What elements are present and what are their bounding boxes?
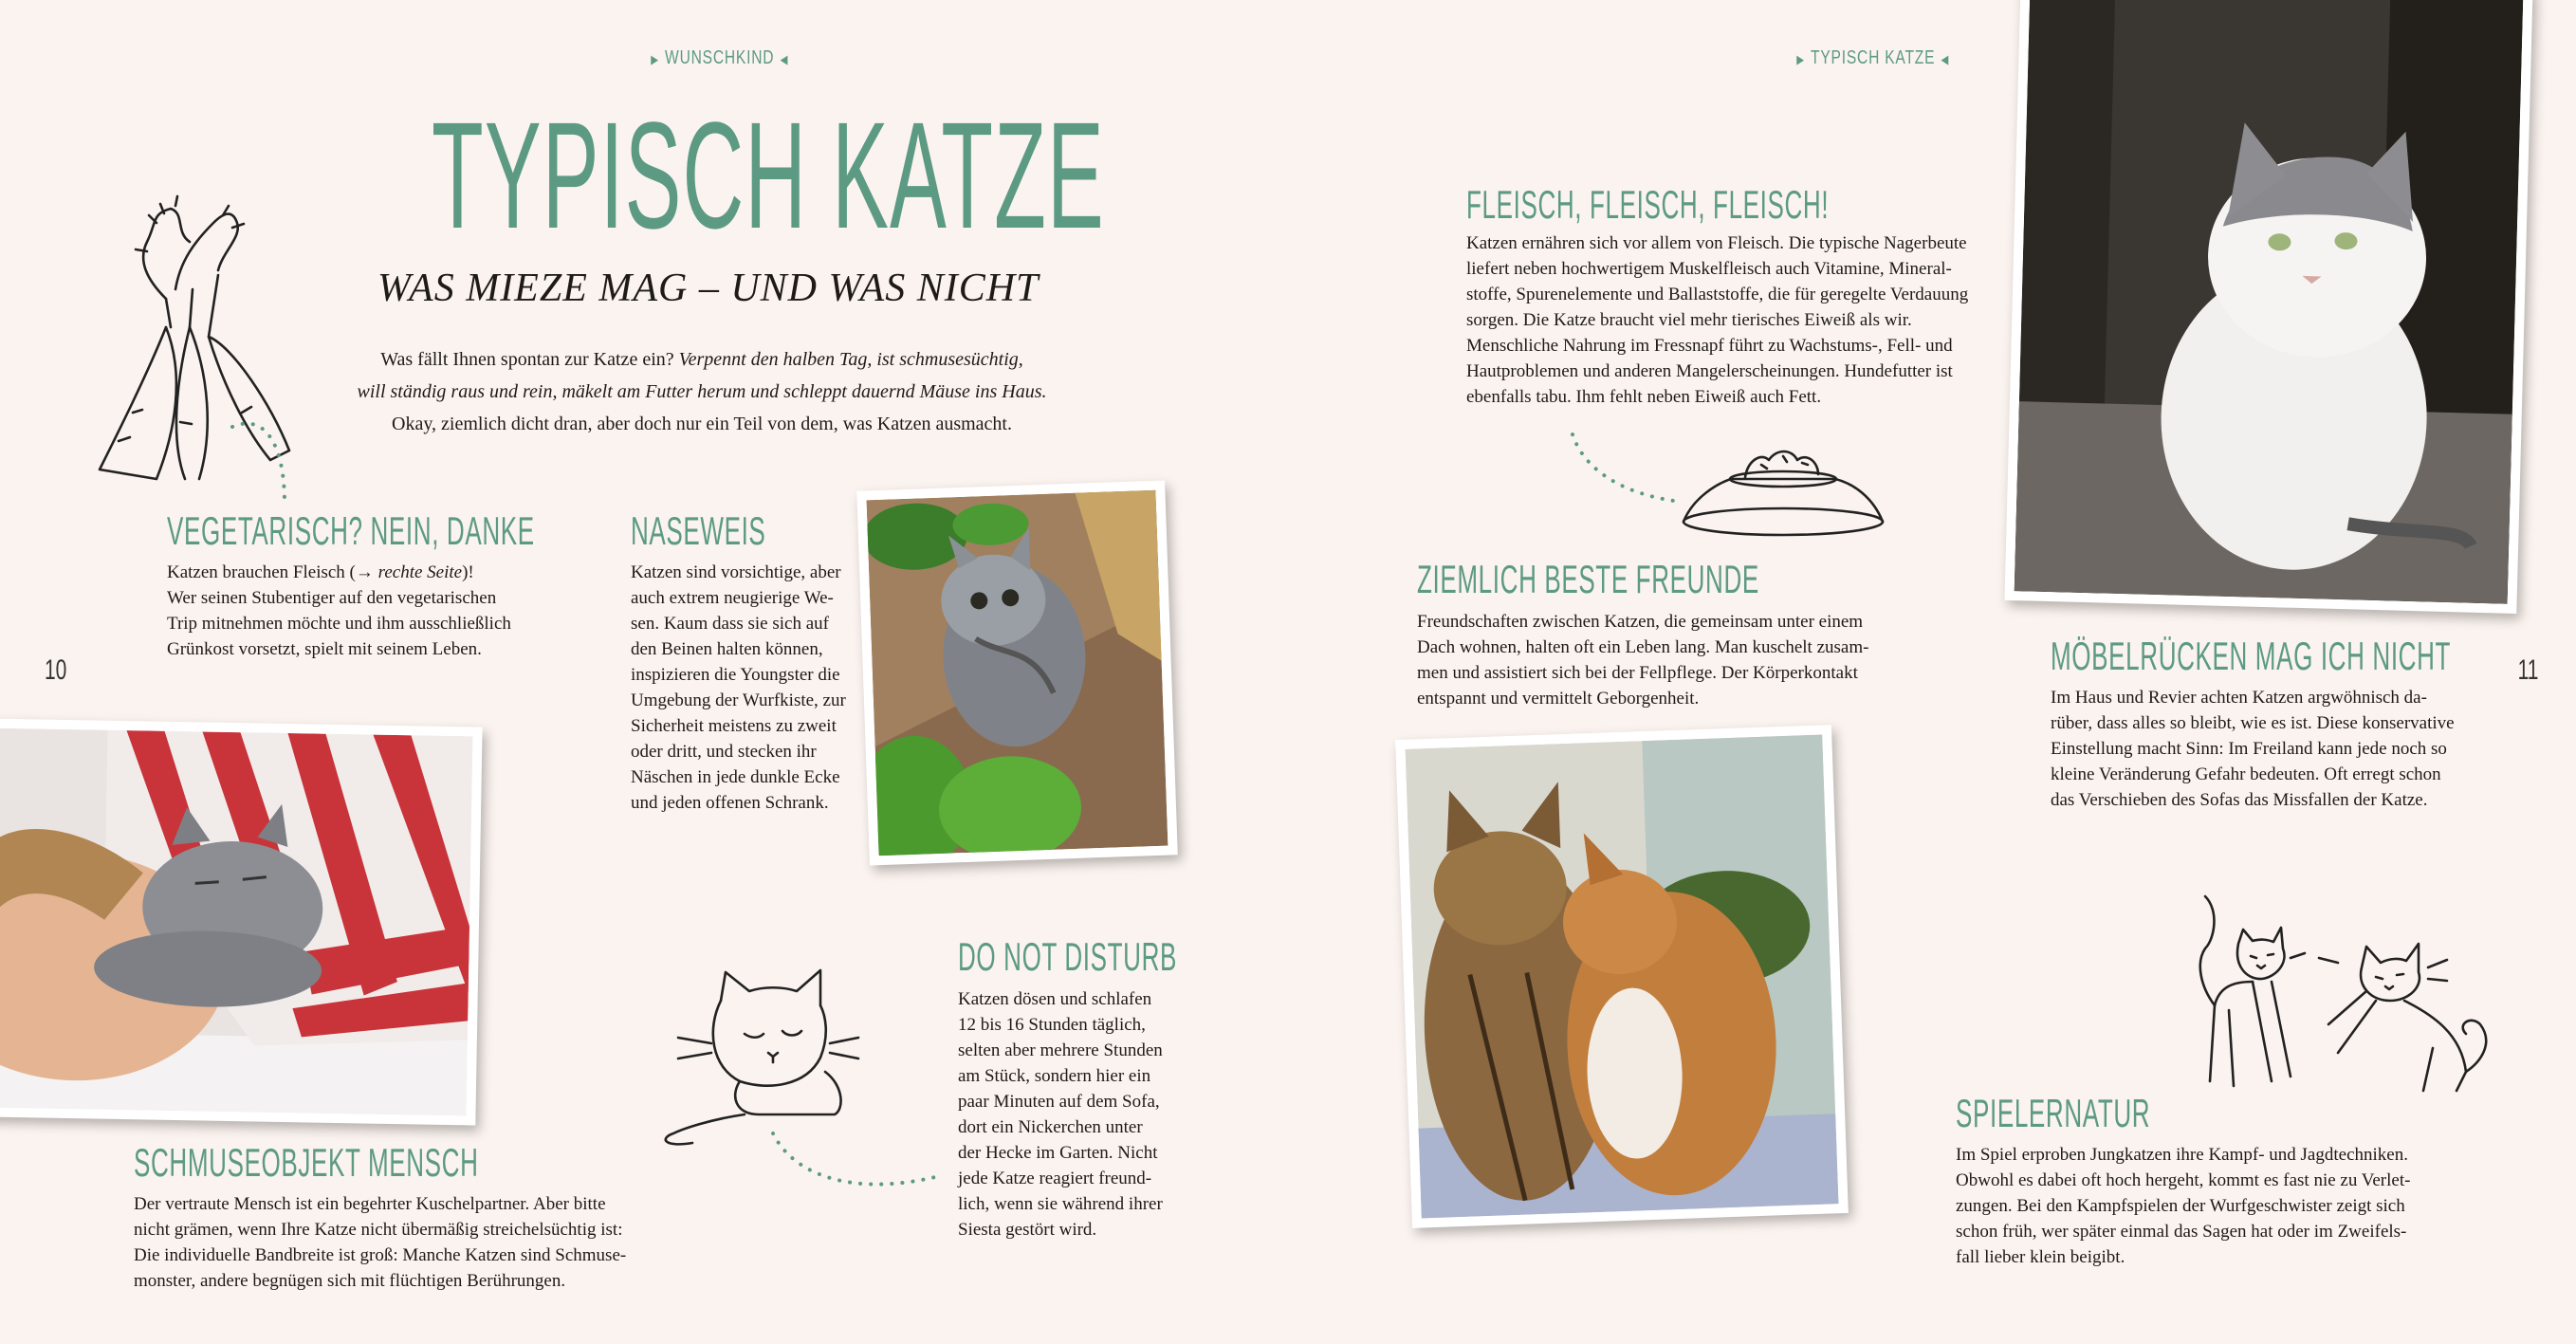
intro-text: Was fällt Ihnen spontan zur Katze ein? Verpennt den halben Tag, ist schmusesüchtig, will ständig raus und rein, mäkelt am Futter herum und schleppt dauernd Mäuse ins Haus. Okay, ziemlich dicht dran, aber doch nur ein Teil von dem, was Katzen ausmacht. xyxy=(357,349,1047,434)
food-bowl-illustration xyxy=(1674,432,1892,545)
text-moebelruecken: Im Haus und Revier achten Katzen argwöhnisch da- rüber, dass alles so bleibt, wie es ist. Diese konservative Einstellung macht Sinn: Im Freiland kann jede noch so kleine Veränderung Gefahr bedeuten. Oft erregt schon das Verschieben des Sofas das Missfallen der Katze. xyxy=(2051,688,2455,810)
heading-moebelruecken: MÖBELRÜCKEN MAG ICH NICHT xyxy=(2051,634,2452,678)
triangle-right-icon: ▶ xyxy=(1796,52,1805,66)
heading-vegetarisch: VEGETARISCH? NEIN, DANKE xyxy=(167,508,535,553)
heading-naseweis: NASEWEIS xyxy=(631,508,766,553)
text-spielernatur: Im Spiel erproben Jungkatzen ihre Kampf- und Jagdtechniken. Obwohl es dabei oft hoch hergeht, kommt es fast nie zu Verlet- zungen. Bei den Kampfspielen der Wurfgeschwister zeigt sich schon früh, wer später einmal das Sagen hat oder im Zweifels- fall lieber klein beigibt. xyxy=(1956,1145,2411,1267)
heading-freunde: ZIEMLICH BESTE FREUNDE xyxy=(1417,557,1759,601)
heading-schmuseobjekt: SCHMUSEOBJEKT MENSCH xyxy=(134,1140,479,1185)
photo-girl-with-cat xyxy=(0,718,483,1125)
food-bowl-dotted-line xyxy=(1565,427,1679,503)
text-schmuseobjekt: Der vertraute Mensch ist ein begehrter Kuschelpartner. Aber bitte nicht grämen, wenn Ihre Katze nicht übermäßig streichelsüchtig ist: Die individuelle Bandbreite ist groß: Manche Katzen sind Schmuse- monster, andere begnügen sich mit flüchtigen Berührungen. xyxy=(134,1194,627,1291)
text-freunde: Freundschaften zwischen Katzen, die gemeinsam unter einem Dach wohnen, halten oft ein Leben lang. Man kuschelt zusam- men und assistiert sich bei der Fellpflege. Der Körperkontakt entspannt und vermittelt Geborgenheit. xyxy=(1417,612,1869,709)
running-head-left: ▶ WUNSCHKIND ◀ xyxy=(651,47,789,68)
heading-fleisch: FLEISCH, FLEISCH, FLEISCH! xyxy=(1466,182,1830,227)
running-head-right: ▶ TYPISCH KATZE ◀ xyxy=(1796,47,1950,68)
playing-cats-illustration xyxy=(2186,892,2499,1110)
text-do-not-disturb: Katzen dösen und schlafen 12 bis 16 Stunden täglich, selten aber mehrere Stunden am Stück, sondern hier ein paar Minuten auf dem Sofa, dort ein Nickerchen unter der Hecke im Garten. Nicht jede Katze reagiert freund- lich, wenn sie während ihrer Siesta gestört wird. xyxy=(958,989,1163,1240)
photo-white-cat-sitting xyxy=(2004,0,2532,614)
carrots-dotted-line xyxy=(228,408,304,512)
heading-do-not-disturb: DO NOT DISTURB xyxy=(958,934,1178,979)
page-number-left: 10 xyxy=(45,654,67,686)
page-title: TYPISCH KATZE xyxy=(432,90,1105,260)
triangle-left-icon: ◀ xyxy=(780,52,789,66)
text-fleisch: Katzen ernähren sich vor allem von Fleisch. Die typische Nagerbeute liefert neben hochwertigem Muskelfleisch auch Vitamine, Mineral- stoffe, Spurenelemente und Ballaststoffe, die für geregelte Verdauung sorgen. Die Katze braucht viel mehr tierisches Eiweiß als wir. Menschliche Nahrung im Fressnapf führt zu Wachstums-, Fell- und Hautproblemen und anderen Mangelerscheinungen. Hundefutter ist ebenfalls tabu. Ihm fehlt neben Eiweiß auch Fett. xyxy=(1466,233,1969,407)
triangle-left-icon: ◀ xyxy=(1941,52,1950,66)
heading-spielernatur: SPIELERNATUR xyxy=(1956,1091,2151,1135)
photo-kitten-among-leaves xyxy=(856,480,1178,865)
text-vegetarisch: Katzen brauchen Fleisch (→ rechte Seite)! Wer seinen Stubentiger auf den vegetarischen Trip mitnehmen möchte und ihm ausschließlich Grünkost vorsetzt, spielt mit seinem Leben. xyxy=(167,562,511,659)
photo-two-cats-cuddling xyxy=(1395,725,1849,1228)
page-number-right: 11 xyxy=(2517,654,2539,686)
page-subtitle: WAS MIEZE MAG – UND WAS NICHT xyxy=(377,267,1040,310)
triangle-right-icon: ▶ xyxy=(651,52,659,66)
sleeping-cat-dotted-line xyxy=(759,1124,948,1200)
text-naseweis: Katzen sind vorsichtige, aber auch extrem neugierige We- sen. Kaum dass sie sich auf den Beinen halten können, inspizieren die Youngster die Umgebung der Wurfkiste, zur Sicherheit meistens zu zweit oder dritt, und stecken ihr Näschen in jede dunkle Ecke und jeden offenen Schrank. xyxy=(631,562,846,813)
